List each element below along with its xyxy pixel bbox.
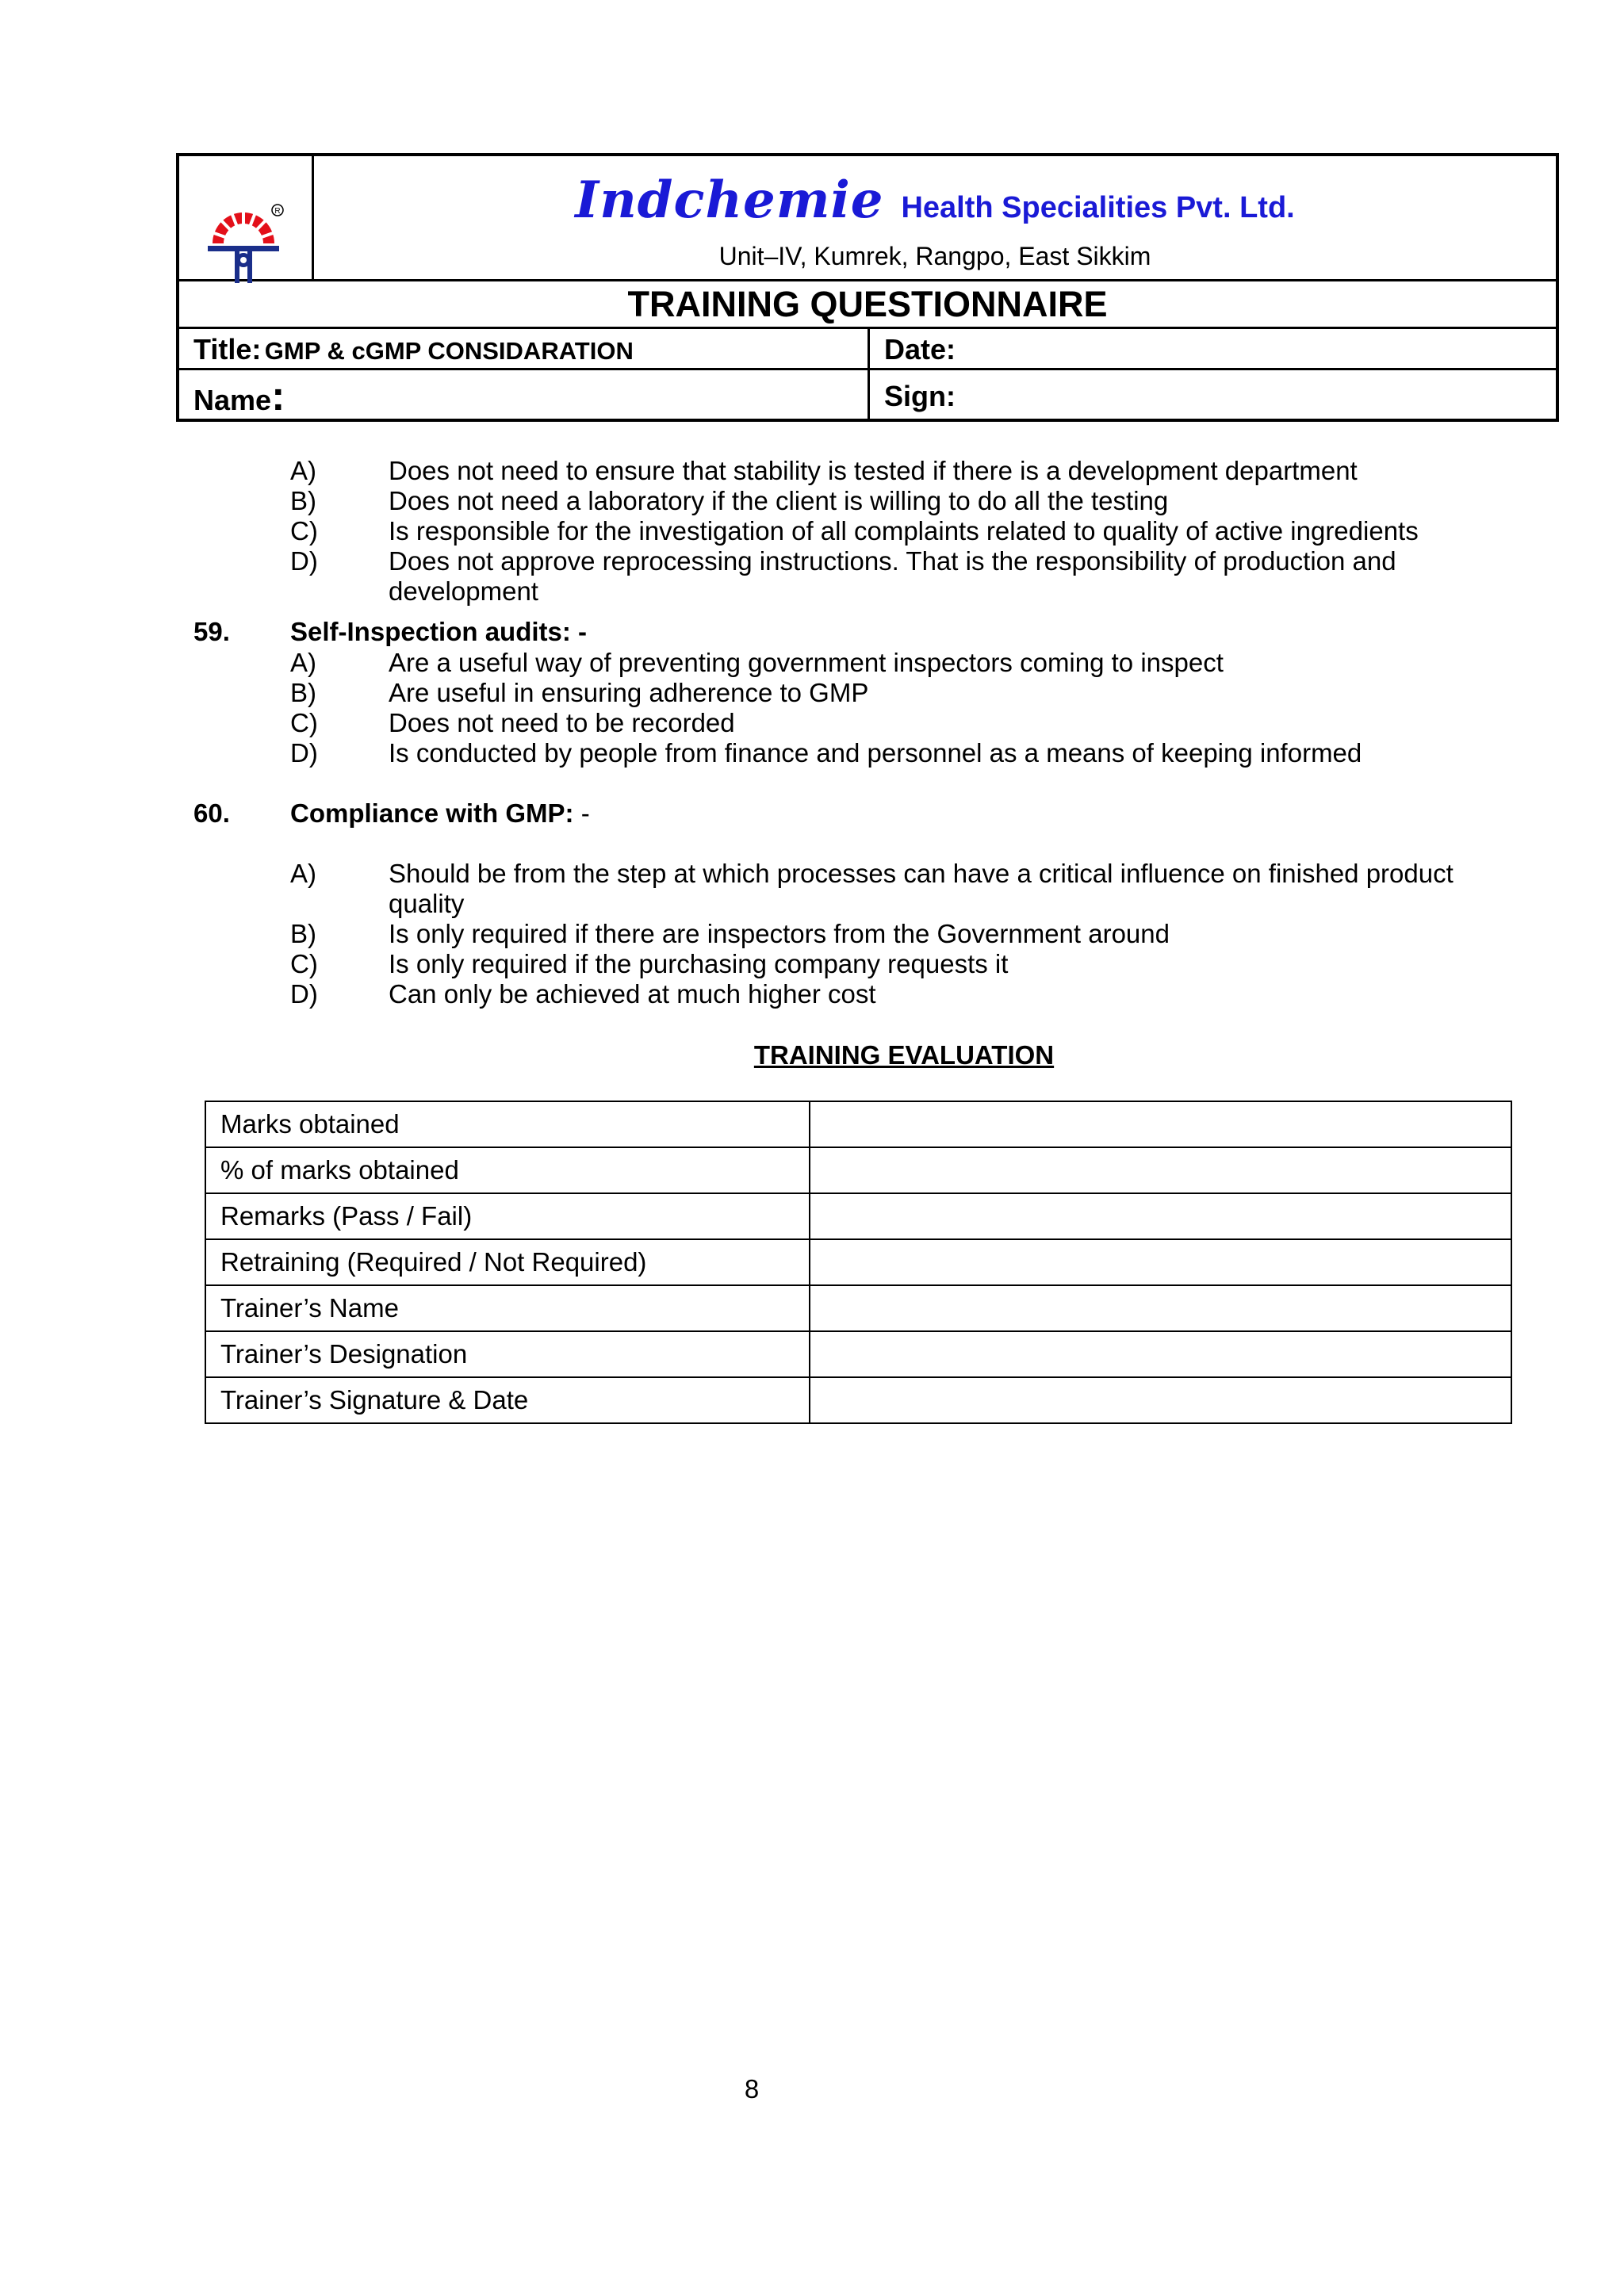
table-row bbox=[205, 1147, 1511, 1193]
option-text: Are a useful way of preventing government inspectors coming to inspect bbox=[389, 648, 1224, 677]
name-cell bbox=[179, 370, 870, 420]
document-title: TRAINING QUESTIONNAIRE bbox=[627, 284, 1108, 324]
title-date-row bbox=[179, 329, 1556, 370]
page-number: 8 bbox=[744, 2074, 760, 2104]
sign-cell bbox=[870, 370, 1556, 420]
table-row bbox=[205, 1193, 1511, 1239]
row-value-field[interactable] bbox=[810, 1331, 1511, 1377]
row-label: Trainer’s Designation bbox=[205, 1331, 810, 1377]
document-header bbox=[176, 153, 1559, 422]
option-text: Should be from the step at which processes can have a critical influence on finished product quality bbox=[389, 859, 1454, 918]
title-cell bbox=[179, 329, 870, 368]
option-text: Does not need to be recorded bbox=[389, 708, 735, 737]
registered-mark: R bbox=[274, 207, 281, 216]
title-value: GMP & cGMP CONSIDARATION bbox=[264, 337, 634, 365]
option-text: Does not need a laboratory if the client is willing to do all the testing bbox=[389, 486, 1169, 515]
option-text: Does not approve reprocessing instructions. That is the responsibility of production and development bbox=[389, 546, 1396, 606]
option-letter: B) bbox=[290, 486, 316, 515]
question-text-suffix: - bbox=[573, 798, 590, 828]
name-colon: : bbox=[271, 373, 285, 419]
option-letter: B) bbox=[290, 678, 316, 707]
title-label: Title: bbox=[193, 333, 262, 366]
option-text: Is only required if the purchasing company requests it bbox=[389, 949, 1009, 978]
evaluation-table bbox=[205, 1101, 1512, 1424]
row-label: Trainer’s Signature & Date bbox=[205, 1377, 810, 1423]
option-text: Is only required if there are inspectors from the Government around bbox=[389, 919, 1170, 948]
question-text-label: Compliance with GMP: bbox=[290, 798, 574, 828]
table-row bbox=[205, 1331, 1511, 1377]
date-label: Date: bbox=[884, 333, 956, 366]
row-label: Remarks (Pass / Fail) bbox=[205, 1193, 810, 1239]
row-value-field[interactable] bbox=[810, 1101, 1511, 1147]
date-cell bbox=[870, 329, 1556, 368]
table-row bbox=[205, 1101, 1511, 1147]
option-letter: C) bbox=[290, 516, 318, 546]
table-row bbox=[205, 1377, 1511, 1423]
row-value-field[interactable] bbox=[810, 1239, 1511, 1285]
table-row bbox=[205, 1239, 1511, 1285]
row-label: Trainer’s Name bbox=[205, 1285, 810, 1331]
row-value-field[interactable] bbox=[810, 1377, 1511, 1423]
company-name: Health Specialities Pvt. Ltd. bbox=[901, 191, 1295, 224]
option-text: Is conducted by people from finance and personnel as a means of keeping informed bbox=[389, 738, 1362, 768]
row-value-field[interactable] bbox=[810, 1285, 1511, 1331]
option-text: Can only be achieved at much higher cost bbox=[389, 979, 876, 1009]
company-logo-icon bbox=[205, 202, 284, 285]
option-text: Is responsible for the investigation of all complaints related to quality of active ingredients bbox=[389, 516, 1419, 546]
row-value-field[interactable] bbox=[810, 1193, 1511, 1239]
question-text: Self-Inspection audits: - bbox=[290, 617, 588, 646]
option-letter: D) bbox=[290, 979, 318, 1009]
question-number: 59. bbox=[193, 617, 230, 646]
company-row bbox=[179, 156, 1556, 281]
title-row bbox=[179, 281, 1556, 329]
option-text: Does not need to ensure that stability is tested if there is a development department bbox=[389, 456, 1358, 485]
name-label: Name bbox=[193, 384, 272, 416]
question-text bbox=[290, 798, 590, 829]
option-text: Are useful in ensuring adherence to GMP bbox=[389, 678, 869, 707]
option-letter: A) bbox=[290, 859, 316, 888]
option-letter: C) bbox=[290, 708, 318, 737]
row-label: Retraining (Required / Not Required) bbox=[205, 1239, 810, 1285]
option-letter: D) bbox=[290, 546, 318, 576]
company-address: Unit–IV, Kumrek, Rangpo, East Sikkim bbox=[718, 242, 1151, 270]
option-letter: C) bbox=[290, 949, 318, 978]
option-letter: A) bbox=[290, 648, 316, 677]
brand-name: Indchemie bbox=[575, 170, 884, 230]
sign-label: Sign: bbox=[884, 380, 956, 412]
row-label: % of marks obtained bbox=[205, 1147, 810, 1193]
company-cell bbox=[314, 156, 1556, 279]
row-value-field[interactable] bbox=[810, 1147, 1511, 1193]
option-letter: D) bbox=[290, 738, 318, 768]
evaluation-heading: TRAINING EVALUATION bbox=[753, 1040, 1055, 1070]
name-sign-row bbox=[179, 370, 1556, 420]
option-letter: B) bbox=[290, 919, 316, 948]
table-row bbox=[205, 1285, 1511, 1331]
company-line bbox=[314, 170, 1556, 230]
question-number: 60. bbox=[193, 798, 230, 828]
logo-cell bbox=[179, 156, 314, 279]
option-letter: A) bbox=[290, 456, 316, 485]
row-label: Marks obtained bbox=[205, 1101, 810, 1147]
